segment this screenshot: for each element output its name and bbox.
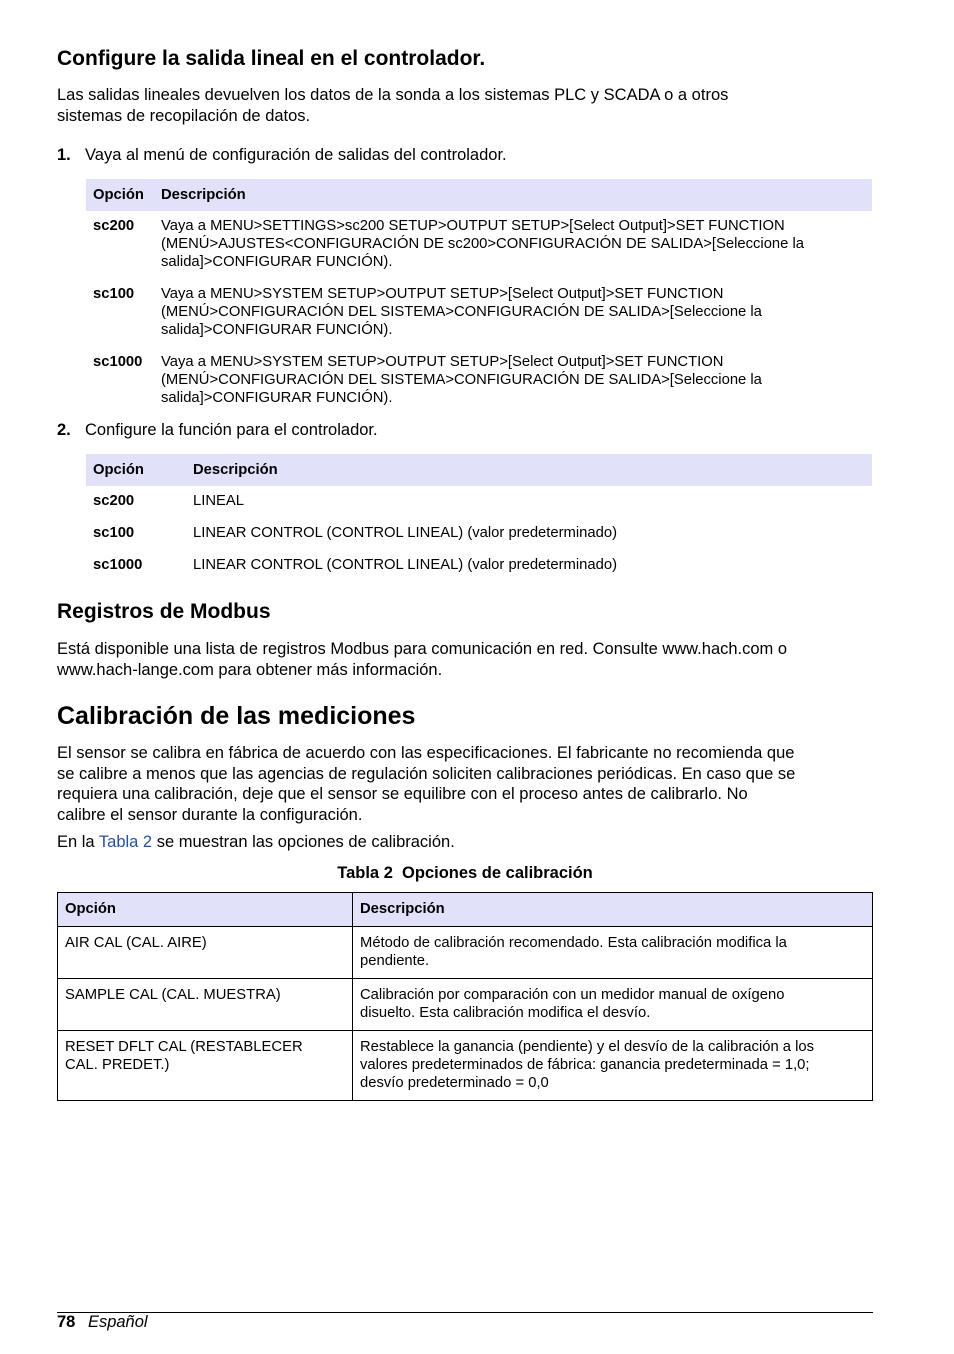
section-title-calibration: Calibración de las mediciones	[57, 702, 416, 730]
description-line: Vaya a MENU>SETTINGS>sc200 SETUP>OUTPUT SETUP>[Select Output]>SET FUNCTION	[161, 218, 785, 234]
description-line: Vaya a MENU>SYSTEM SETUP>OUTPUT SETUP>[Select Output]>SET FUNCTION	[161, 286, 724, 302]
option-value: LINEAL	[193, 493, 244, 509]
modbus-paragraph	[57, 639, 887, 680]
table-row	[58, 979, 873, 1031]
paragraph-line: El sensor se calibra en fábrica de acuerdo con las especificaciones. El fabricante no recomienda que	[57, 744, 795, 762]
cell-line: RESET DFLT CAL (RESTABLECER	[65, 1039, 303, 1055]
cell-line: SAMPLE CAL (CAL. MUESTRA)	[65, 987, 281, 1003]
intro-line: Las salidas lineales devuelven los datos de la sonda a los sistemas PLC y SCADA o a otros	[57, 86, 729, 104]
option-value: LINEAR CONTROL (CONTROL LINEAL) (valor predeterminado)	[193, 557, 618, 573]
table-row	[58, 1031, 873, 1101]
table-2-link[interactable]: Tabla 2	[98, 833, 153, 851]
option-cell	[58, 979, 353, 1031]
table-row	[86, 486, 872, 518]
reference-text: En la	[57, 833, 99, 851]
option-description	[161, 217, 804, 271]
paragraph-line: se calibre a menos que las agencias de regulación soliciten calibraciones periódicas. En caso que se	[57, 764, 796, 783]
step-text: Configure la función para el controlador.	[85, 421, 378, 439]
step-number: 2.	[57, 421, 71, 439]
footer-language: Español	[87, 1313, 148, 1331]
description-line: salida]>CONFIGURAR FUNCIÓN).	[161, 390, 393, 406]
paragraph-line: requiera una calibración, deje que el sensor se equilibre con el proceso antes de calibrarlo. No	[57, 785, 748, 803]
section-title-modbus: Registros de Modbus	[57, 600, 271, 623]
cell-line: Restablece la ganancia (pendiente) y el desvío de la calibración a los	[360, 1039, 815, 1055]
table-caption: Tabla 2 Opciones de calibración	[337, 864, 593, 882]
cell-line: desvío predeterminado = 0,0	[360, 1075, 549, 1091]
description-line: (MENÚ>CONFIGURACIÓN DEL SISTEMA>CONFIGURACIÓN DE SALIDA>[Seleccione la	[161, 304, 762, 320]
description-line: salida]>CONFIGURAR FUNCIÓN).	[161, 254, 393, 270]
option-key: sc100	[93, 525, 135, 541]
step-1	[57, 146, 877, 168]
option-description	[161, 353, 762, 407]
step-number: 1.	[57, 146, 71, 164]
column-header-option: Opción	[93, 462, 144, 478]
description-line: salida]>CONFIGURAR FUNCIÓN).	[161, 322, 393, 338]
paragraph-line: calibre el sensor durante la configuración.	[57, 805, 363, 824]
column-header-option: Opción	[93, 187, 144, 203]
calibration-options-table	[57, 892, 873, 1101]
cell-line: CAL. PREDET.)	[65, 1057, 170, 1073]
option-value: LINEAR CONTROL (CONTROL LINEAL) (valor predeterminado)	[193, 525, 618, 541]
page-number: 78	[57, 1313, 76, 1331]
table-row	[86, 211, 872, 279]
function-table	[86, 454, 872, 582]
description-cell	[353, 927, 873, 979]
option-key: sc1000	[93, 557, 143, 573]
option-key: sc200	[93, 493, 135, 509]
cell-line: valores predeterminados de fábrica: ganancia predeterminada = 1,0;	[360, 1057, 810, 1073]
step-2	[57, 421, 877, 443]
linear-output-intro	[57, 85, 877, 126]
table-row	[86, 347, 872, 415]
cell-line: AIR CAL (CAL. AIRE)	[65, 935, 207, 951]
cell-line: pendiente.	[360, 953, 430, 969]
column-header-description: Descripción	[353, 893, 873, 927]
table-row	[86, 279, 872, 347]
section-title-linear-output: Configure la salida lineal en el controlador.	[57, 47, 486, 70]
calibration-paragraph	[57, 743, 887, 825]
column-header-description: Descripción	[193, 462, 278, 478]
description-cell	[353, 1031, 873, 1101]
table-row	[58, 927, 873, 979]
table-reference	[57, 832, 455, 853]
table-row	[86, 550, 872, 582]
description-cell	[353, 979, 873, 1031]
description-line: (MENÚ>CONFIGURACIÓN DEL SISTEMA>CONFIGURACIÓN DE SALIDA>[Seleccione la	[161, 372, 762, 388]
cell-line: disuelto. Esta calibración modifica el desvío.	[360, 1005, 651, 1021]
table-header	[86, 454, 872, 486]
intro-line: sistemas de recopilación de datos.	[57, 106, 311, 125]
table-header-row	[58, 893, 873, 927]
output-menu-table	[86, 179, 872, 415]
reference-text: se muestran las opciones de calibración.	[152, 833, 455, 851]
option-cell	[58, 927, 353, 979]
cell-line: Calibración por comparación con un medidor manual de oxígeno	[360, 987, 785, 1003]
table-row	[86, 518, 872, 550]
column-header-description: Descripción	[161, 187, 246, 203]
paragraph-line: Está disponible una lista de registros Modbus para comunicación en red. Consulte www.hach.com o	[57, 640, 788, 658]
table-header	[86, 179, 872, 211]
column-header-option: Opción	[58, 893, 353, 927]
footer-divider	[57, 1312, 873, 1313]
step-text: Vaya al menú de configuración de salidas del controlador.	[85, 146, 507, 164]
option-description	[161, 285, 762, 339]
page-footer	[57, 1313, 148, 1332]
paragraph-line: www.hach-lange.com para obtener más información.	[57, 660, 443, 679]
description-line: Vaya a MENU>SYSTEM SETUP>OUTPUT SETUP>[Select Output]>SET FUNCTION	[161, 354, 724, 370]
option-cell	[58, 1031, 353, 1101]
description-line: (MENÚ>AJUSTES<CONFIGURACIÓN DE sc200>CONFIGURACIÓN DE SALIDA>[Seleccione la	[161, 236, 805, 252]
option-key: sc100	[93, 286, 135, 302]
option-key: sc1000	[93, 354, 143, 370]
cell-line: Método de calibración recomendado. Esta calibración modifica la	[360, 935, 787, 951]
option-key: sc200	[93, 218, 135, 234]
